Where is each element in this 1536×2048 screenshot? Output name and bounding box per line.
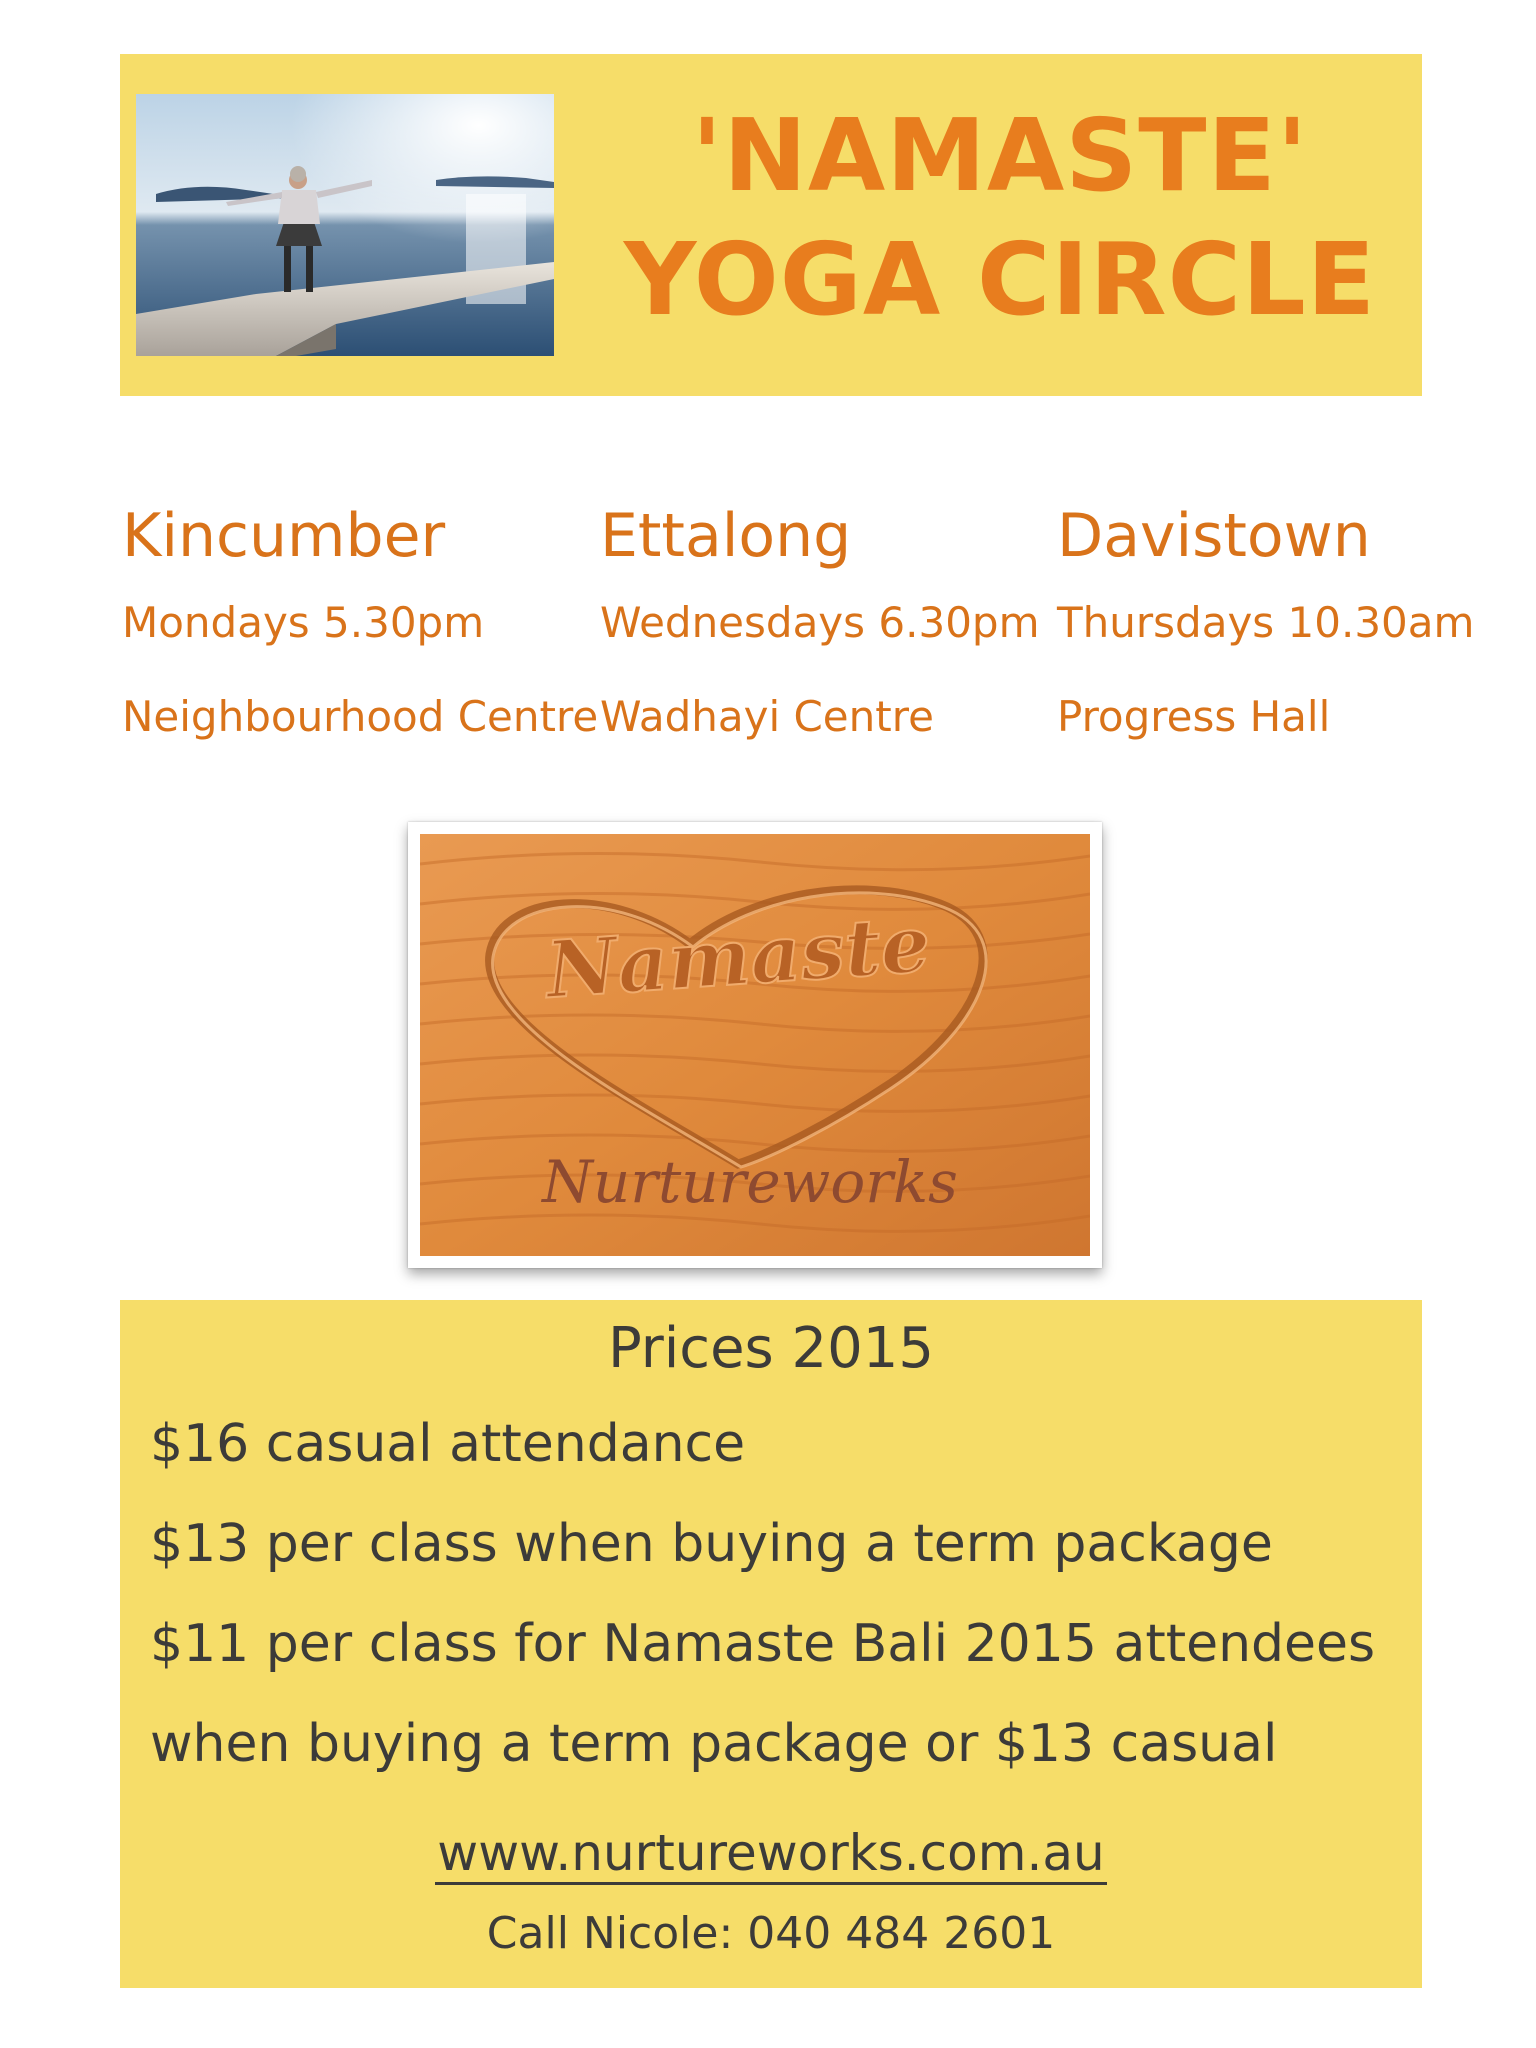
nurtureworks-logo-card — [408, 822, 1102, 1268]
location-kincumber — [122, 496, 598, 742]
price-line: when buying a term package or $13 casual — [150, 1714, 1278, 1774]
prices-panel — [120, 1300, 1422, 1988]
location-venue: Progress Hall — [1057, 692, 1331, 741]
location-name: Kincumber — [122, 501, 446, 571]
location-ettalong — [600, 496, 1039, 742]
price-line: $13 per class when buying a term package — [150, 1514, 1273, 1574]
location-time: Thursdays 10.30am — [1057, 598, 1475, 647]
location-time: Mondays 5.30pm — [122, 598, 485, 647]
poster-title — [590, 94, 1410, 342]
location-davistown — [1057, 496, 1474, 742]
title-line-1: 'NAMASTE' — [691, 97, 1309, 214]
website-row — [120, 1820, 1422, 1886]
prices-title: Prices 2015 — [607, 1316, 935, 1381]
yoga-pose-photo — [136, 94, 554, 356]
price-line: $16 casual attendance — [150, 1414, 746, 1474]
location-name: Ettalong — [600, 501, 852, 571]
title-line-2: YOGA CIRCLE — [623, 221, 1377, 338]
location-name: Davistown — [1057, 501, 1371, 571]
price-line: $11 per class for Namaste Bali 2015 attendees — [150, 1614, 1376, 1674]
location-venue: Neighbourhood Centre — [122, 692, 599, 741]
sand-heart-image — [420, 834, 1090, 1256]
location-time: Wednesdays 6.30pm — [600, 598, 1040, 647]
brand-name: Nurtureworks — [542, 1148, 958, 1216]
location-venue: Wadhayi Centre — [600, 692, 934, 741]
header-band — [120, 54, 1422, 396]
call-text: Call Nicole: 040 484 2601 — [486, 1908, 1056, 1959]
sand-word: Namaste — [543, 898, 934, 1017]
website-link[interactable]: www.nurtureworks.com.au — [435, 1824, 1106, 1885]
